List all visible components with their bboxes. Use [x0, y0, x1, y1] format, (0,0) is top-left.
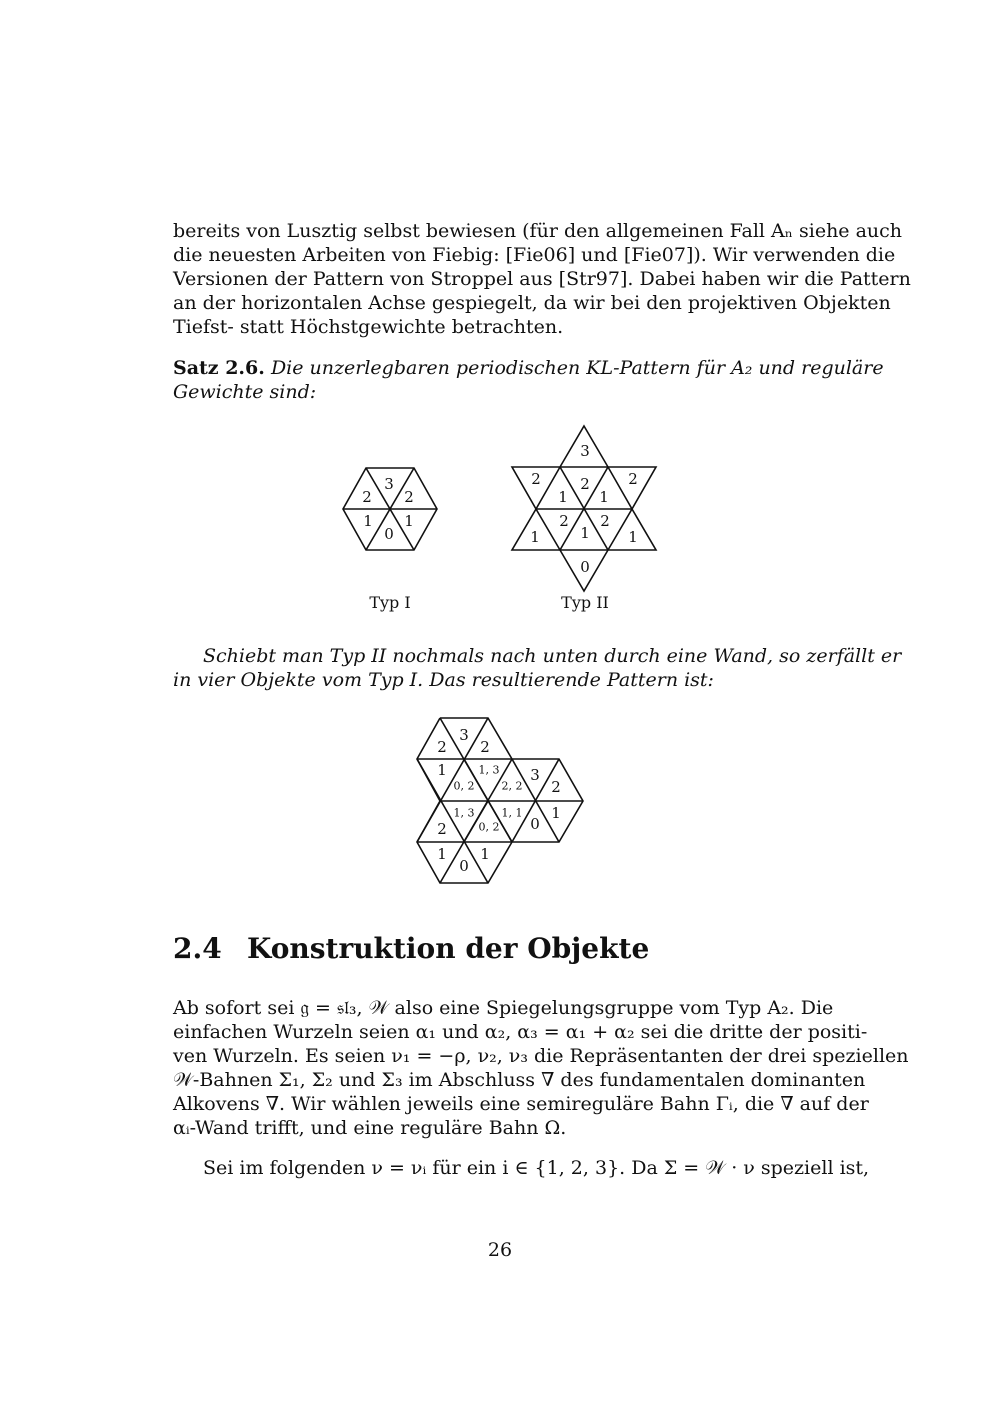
- page-number: 26: [487, 1239, 513, 1261]
- body-paragraph-2: [173, 1156, 870, 1180]
- text-line: Tiefst- statt Höchstgewichte betrachten.: [173, 316, 564, 338]
- typ2-label: 2: [600, 512, 610, 530]
- pattern-label: 1: [437, 761, 447, 779]
- typ2-label: 2: [628, 470, 638, 488]
- typ2-label: 2: [531, 470, 541, 488]
- text-line: ven Wurzeln. Es seien ν₁ = −ρ, ν₂, ν₃ die Repräsentanten der drei speziellen: [173, 1045, 909, 1067]
- text-line: an der horizontalen Achse gespiegelt, da wir bei den projektiven Objekten: [173, 292, 891, 314]
- pattern-label: 1, 3: [453, 806, 475, 820]
- text-line: in vier Objekte vom Typ I. Das resultierende Pattern ist:: [173, 669, 714, 691]
- pattern-label: 0: [459, 857, 469, 875]
- pattern-label: 2: [480, 738, 490, 756]
- pattern-label: 2: [437, 738, 447, 756]
- text-line: die neuesten Arbeiten von Fiebig: [Fie06] und [Fie07]). Wir verwenden die: [173, 244, 896, 266]
- theorem-text: Die unzerlegbaren periodischen KL-Pattern für A₂ und reguläre: [270, 357, 884, 379]
- typ1-hexagon: [342, 467, 442, 551]
- pattern-label: 3: [459, 726, 469, 744]
- pattern-label: 2, 2: [501, 779, 523, 793]
- pattern-label: 1: [480, 845, 490, 863]
- text-line: Schiebt man Typ II nochmals nach unten durch eine Wand, so zerfällt er: [203, 645, 902, 667]
- text-line: Alkovens ∇. Wir wählen jeweils eine semireguläre Bahn Γᵢ, die ∇ auf der: [173, 1093, 869, 1115]
- pattern-label: 0: [530, 815, 540, 833]
- typ2-label: 1: [580, 524, 590, 542]
- typ1-caption: Typ I: [369, 593, 411, 612]
- typ1-label: 1: [363, 512, 373, 530]
- typ2-label: 2: [559, 512, 569, 530]
- pattern-label: 0, 2: [453, 779, 475, 793]
- pattern-label: 2: [551, 778, 561, 796]
- text-line: einfachen Wurzeln seien α₁ und α₂, α₃ = α₁ + α₂ sei die dritte der positi-: [173, 1021, 868, 1043]
- typ2-label: 1: [558, 488, 568, 506]
- theorem-line: [173, 356, 884, 380]
- typ1-label: 2: [404, 488, 414, 506]
- text-line: αᵢ-Wand trifft, und eine reguläre Bahn Ω.: [173, 1117, 567, 1139]
- typ2-label: 1: [530, 528, 540, 546]
- text-line: bereits von Lusztig selbst bewiesen (für den allgemeinen Fall Aₙ siehe auch: [173, 220, 903, 242]
- typ1-label: 2: [362, 488, 372, 506]
- pattern-label: 1: [437, 845, 447, 863]
- pattern-label: 1, 1: [501, 806, 523, 820]
- resulting-pattern: [416, 717, 584, 885]
- text-line: Ab sofort sei 𝔤 = 𝔰𝔩₃, 𝒲 also eine Spiegelungsgruppe vom Typ A₂. Die: [173, 997, 834, 1019]
- section-number: 2.4: [173, 932, 222, 965]
- remark-paragraph: [173, 644, 902, 692]
- typ2-label: 1: [628, 528, 638, 546]
- typ1-label: 3: [384, 475, 394, 493]
- typ2-label: 3: [580, 442, 590, 460]
- text-line: Versionen der Pattern von Stroppel aus [Str97]. Dabei haben wir die Pattern: [173, 268, 911, 290]
- theorem-label: Satz 2.6.: [173, 357, 265, 379]
- pattern-label: 0, 2: [478, 820, 500, 834]
- section-heading: [173, 932, 649, 965]
- typ2-label: 1: [599, 488, 609, 506]
- pattern-label: 2: [437, 820, 447, 838]
- typ1-label: 1: [404, 512, 414, 530]
- pattern-label: 1: [551, 804, 561, 822]
- text-line: 𝒲-Bahnen Σ₁, Σ₂ und Σ₃ im Abschluss ∇̄ des fundamentalen dominanten: [173, 1069, 866, 1091]
- intro-paragraph: [173, 219, 911, 339]
- theorem-line: Gewichte sind:: [173, 381, 317, 403]
- pattern-label: 1, 3: [478, 763, 500, 777]
- pattern-label: 3: [530, 766, 540, 784]
- section-title: Konstruktion der Objekte: [247, 932, 650, 965]
- typ2-label: 2: [580, 475, 590, 493]
- typ2-label: 0: [580, 558, 590, 576]
- typ2-caption: Typ II: [561, 593, 609, 612]
- theorem: [173, 356, 884, 404]
- typ2-star: [512, 425, 658, 591]
- body-paragraph: [173, 996, 909, 1140]
- text-line: Sei im folgenden ν = νᵢ für ein i ∈ {1, 2, 3}. Da Σ = 𝒲 · ν speziell ist,: [203, 1157, 870, 1179]
- typ1-label: 0: [384, 525, 394, 543]
